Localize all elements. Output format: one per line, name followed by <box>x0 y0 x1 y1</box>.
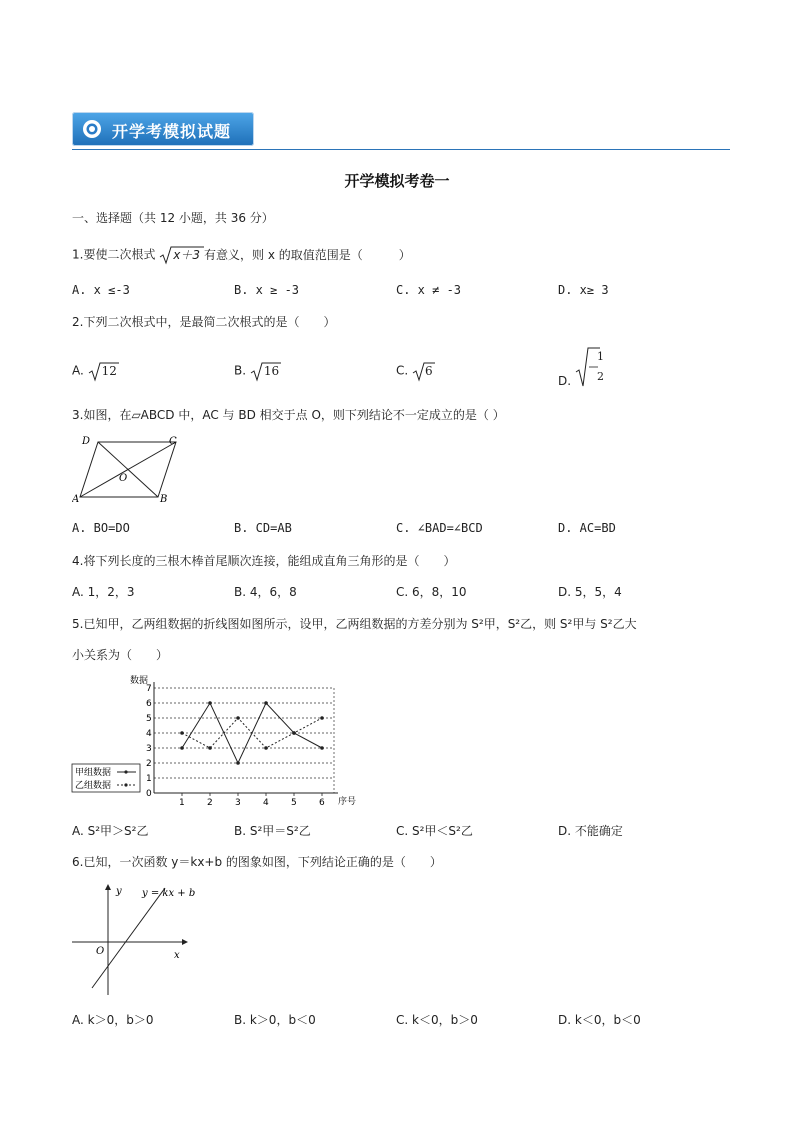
question-5-line1: 5.已知甲，乙两组数据的折线图如图所示，设甲，乙两组数据的方差分别为 S²甲，S²乙，则 S²甲与 S²乙大 <box>72 617 637 631</box>
q2-frac-den: 2 <box>597 370 604 383</box>
chart-axes <box>154 682 338 793</box>
page-title: 开学模拟考卷一 <box>344 172 450 190</box>
label-A: A <box>72 494 80 505</box>
label-O: O <box>119 473 128 484</box>
q5-option-b[interactable]: B. S²甲＝S²乙 <box>234 824 311 838</box>
parallelogram-figure <box>72 432 184 506</box>
q2-option-c[interactable] <box>396 360 444 382</box>
q1-pre: 1.要使二次根式 <box>72 247 156 262</box>
data-point <box>208 701 212 705</box>
q2-label-b: B. <box>234 363 247 378</box>
linear-function-figure <box>70 880 200 1000</box>
y-tick-label: 6 <box>146 699 152 709</box>
data-point <box>180 746 184 750</box>
label-D: D <box>82 436 91 447</box>
data-point <box>208 746 212 750</box>
section-heading: 一、选择题（共 12 小题，共 36 分） <box>72 211 274 225</box>
data-point <box>292 731 296 735</box>
q1-option-b[interactable]: B. x ≥ -3 <box>234 283 300 297</box>
q2-frac-num: 1 <box>597 350 604 363</box>
q2-label-a: A. <box>72 363 84 378</box>
line-chart <box>68 672 368 812</box>
y-tick-label: 2 <box>146 759 152 769</box>
q1-radicand: x＋3 <box>173 247 201 262</box>
chart-ticks <box>146 684 325 808</box>
x-tick-label: 2 <box>207 798 213 808</box>
data-point <box>236 716 240 720</box>
q2-option-b[interactable] <box>234 360 297 382</box>
label-C: C <box>169 436 177 447</box>
data-point <box>264 746 268 750</box>
header-rule <box>72 149 730 150</box>
q4-option-c[interactable]: C. 6，8，10 <box>396 585 467 599</box>
q2-radicand-b: 16 <box>263 363 280 378</box>
q3-option-b[interactable]: B. CD=AB <box>234 521 292 535</box>
x-tick-label: 1 <box>179 798 185 808</box>
q2-label-d: D. <box>558 373 572 388</box>
y-tick-label: 4 <box>146 729 152 739</box>
legend <box>72 764 140 792</box>
question-6: 6.已知，一次函数 y＝kx+b 的图象如图，下列结论正确的是（ ） <box>72 855 442 869</box>
q3-option-a[interactable]: A. BO=DO <box>72 521 130 535</box>
data-point <box>320 746 324 750</box>
q1-option-a[interactable]: A. x ≤-3 <box>72 283 130 297</box>
q2-option-d[interactable] <box>558 346 604 388</box>
y-label: y <box>116 886 122 897</box>
y-tick-label: 1 <box>146 774 152 784</box>
question-4: 4.将下列长度的三根木棒首尾顺次连接，能组成直角三角形的是（ ） <box>72 554 456 568</box>
q2-radicand-c: 6 <box>425 363 433 378</box>
q4-option-a[interactable]: A. 1，2，3 <box>72 585 135 599</box>
q6-option-b[interactable]: B. k＞0，b＜0 <box>234 1013 316 1027</box>
question-3: 3.如图，在▱ABCD 中，AC 与 BD 相交于点 O，则下列结论不一定成立的是（ ） <box>72 408 505 422</box>
section-banner <box>72 112 254 146</box>
x-label: x <box>174 950 180 961</box>
banner-text: 开学考模拟试题 <box>112 122 232 141</box>
q6-option-a[interactable]: A. k＞0，b＞0 <box>72 1013 154 1027</box>
y-tick-label: 7 <box>146 684 152 694</box>
x-axis-label: 序号 <box>338 797 357 807</box>
q4-option-b[interactable]: B. 4，6，8 <box>234 585 297 599</box>
q5-option-d[interactable]: D. 不能确定 <box>558 824 623 838</box>
q6-option-d[interactable]: D. k＜0，b＜0 <box>558 1013 641 1027</box>
label-B: B <box>160 494 168 505</box>
q1-option-c[interactable]: C. x ≠ -3 <box>396 283 462 297</box>
magnifier-icon <box>82 119 102 139</box>
q2-option-a[interactable] <box>72 360 135 382</box>
q1-post: 有意义，则 x 的取值范围是（ ） <box>204 247 411 262</box>
data-point <box>320 716 324 720</box>
y-tick-label: 5 <box>146 714 152 724</box>
q2-radicand-a: 12 <box>101 363 117 378</box>
question-5-line2: 小关系为（ ） <box>72 648 169 662</box>
data-point <box>236 761 240 765</box>
q3-option-c[interactable]: C. ∠BAD=∠BCD <box>396 521 483 535</box>
q2-label-c: C. <box>396 363 409 378</box>
function-label: y = kx + b <box>142 888 196 899</box>
q5-option-a[interactable]: A. S²甲＞S²乙 <box>72 824 149 838</box>
q3-option-d[interactable]: D. AC=BD <box>558 521 616 535</box>
data-point <box>180 731 184 735</box>
q6-option-c[interactable]: C. k＜0，b＞0 <box>396 1013 478 1027</box>
y-axis-label: 数据 <box>130 676 149 686</box>
y-tick-label: 3 <box>146 744 152 754</box>
y-tick-label: 0 <box>146 789 152 799</box>
question-1 <box>72 245 439 265</box>
legend-item-yi: 乙组数据 <box>75 781 112 791</box>
question-2: 2.下列二次根式中，是最简二次根式的是（ ） <box>72 315 336 329</box>
q5-option-c[interactable]: C. S²甲＜S²乙 <box>396 824 473 838</box>
legend-item-jia: 甲组数据 <box>75 768 112 778</box>
origin-label: O <box>96 946 105 957</box>
x-tick-label: 6 <box>319 798 325 808</box>
q1-option-d[interactable]: D. x≥ 3 <box>558 283 609 297</box>
data-point <box>264 701 268 705</box>
x-tick-label: 5 <box>291 798 297 808</box>
x-tick-label: 3 <box>235 798 241 808</box>
q4-option-d[interactable]: D. 5，5，4 <box>558 585 622 599</box>
x-tick-label: 4 <box>263 798 269 808</box>
